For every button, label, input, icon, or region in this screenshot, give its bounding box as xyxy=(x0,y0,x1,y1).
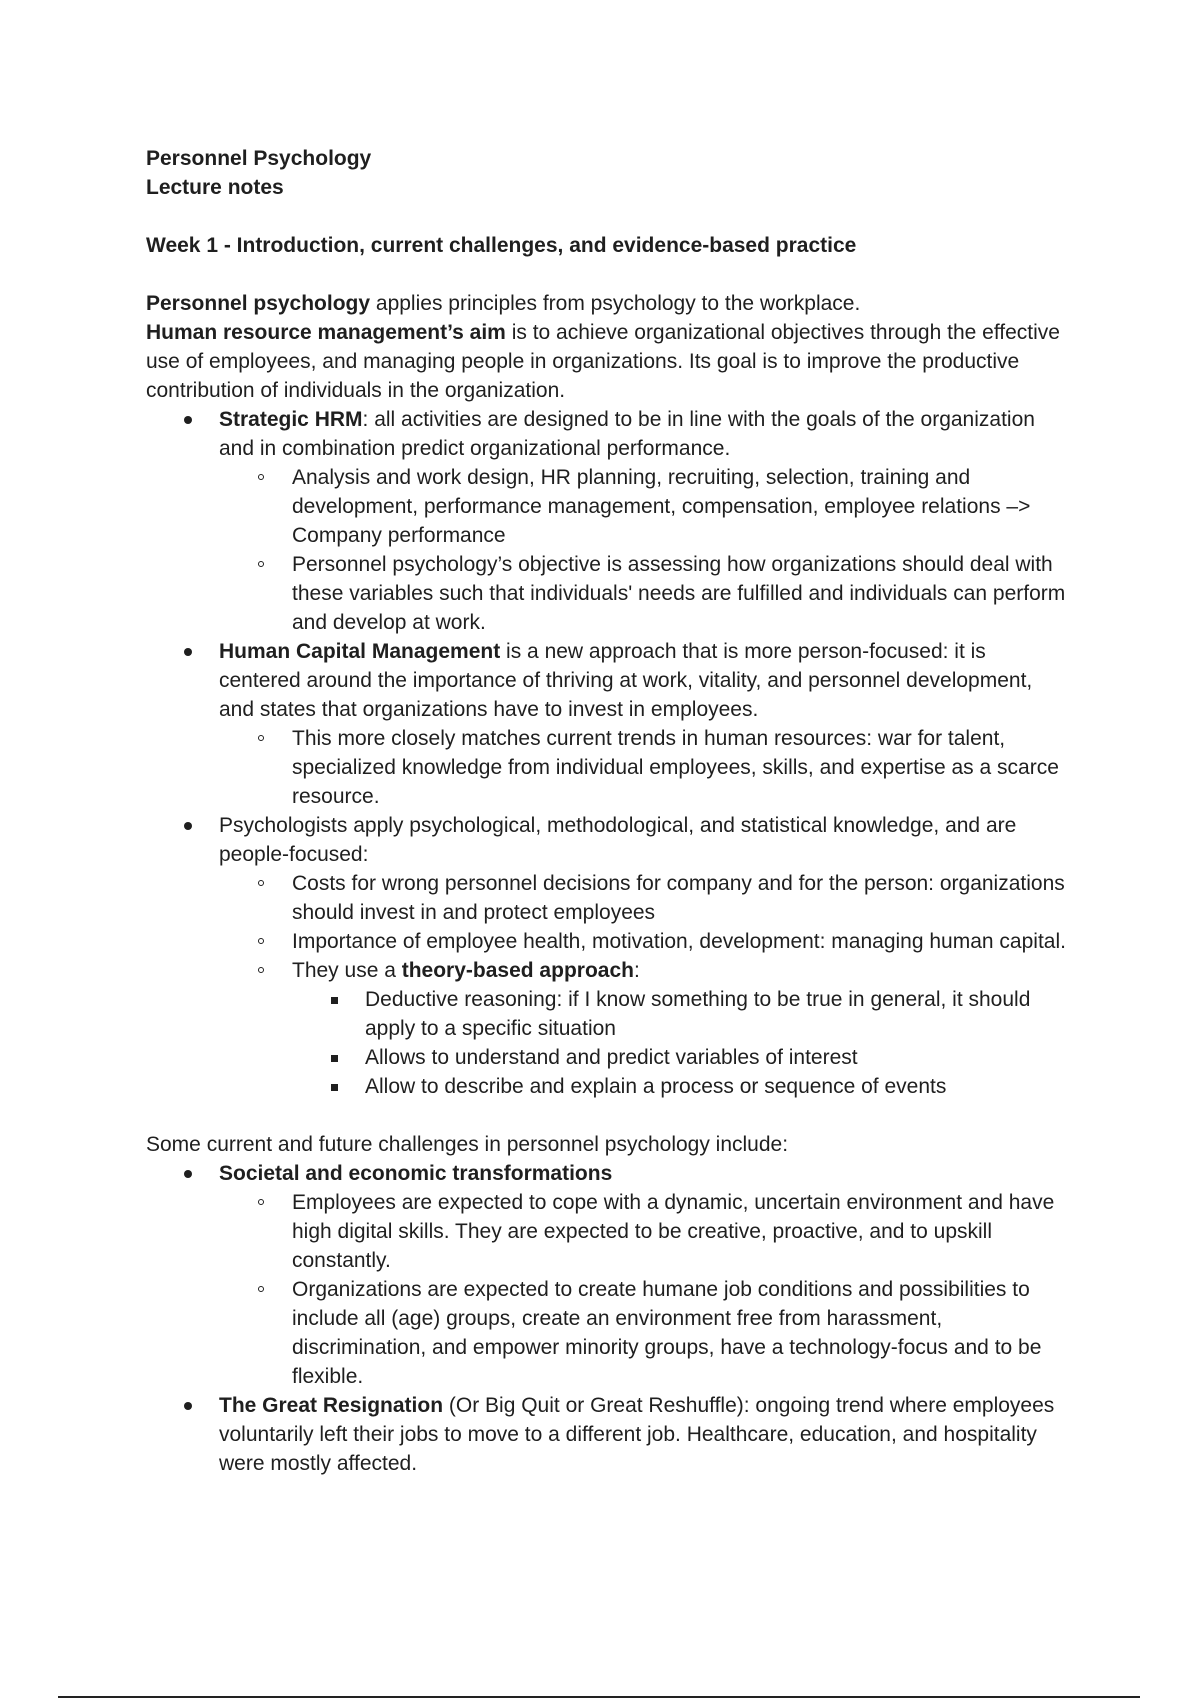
bullet-icon xyxy=(184,1170,192,1178)
document-subtitle: Lecture notes xyxy=(146,176,284,199)
list-item-strategic-hrm: Strategic HRM: all activities are designed to be in line with the goals of the organization and in combination predict organizational performance. Analysis and work design, HR planning, recruiting, selection, training and development, performance management, compensation, employee relations –> Company performance Personnel psychology’s objective is assessing how organizations should deal with these variables such that individuals' needs are fulfilled and individuals can perform and develop at work. xyxy=(146,405,1066,637)
challenges-bullet-list xyxy=(146,1159,1066,1478)
list-item: Organizations are expected to create humane job conditions and possibilities to include all (age) groups, create an environment free from harassment, discrimination, and empower minority groups, have a technology-focus and to be flexible. xyxy=(219,1275,1066,1391)
bullet-icon xyxy=(184,822,192,830)
circle-bullet-icon xyxy=(258,1199,264,1205)
intro-paragraph-1: Personnel psychology applies principles from psychology to the workplace. xyxy=(146,292,861,315)
list-item: Allow to describe and explain a process or sequence of events xyxy=(292,1072,1066,1101)
circle-bullet-icon xyxy=(258,938,264,944)
page-bottom-rule xyxy=(58,1696,1140,1698)
document-page xyxy=(146,144,1066,1478)
circle-bullet-icon xyxy=(258,1286,264,1292)
list-item: Costs for wrong personnel decisions for company and for the person: organizations should invest in and protect employees xyxy=(219,869,1066,927)
main-bullet-list xyxy=(146,405,1066,1101)
bullet-icon xyxy=(184,1402,192,1410)
list-item-human-capital: Human Capital Management is a new approach that is more person-focused: it is centered around the importance of thriving at work, vitality, and personnel development, and states that organizations have to invest in employees. This more closely matches current trends in human resources: war for talent, specialized knowledge from individual employees, skills, and expertise as a scarce resource. xyxy=(146,637,1066,811)
circle-bullet-icon xyxy=(258,735,264,741)
list-item-psychologists: Psychologists apply psychological, methodological, and statistical knowledge, and are people-focused: Costs for wrong personnel decisions for company and for the person: organizations should invest in and protect employees Importance of employee health, motivation, development: managing human capital. They use a theory-based approach: Deductive reasoning: if I know something to be true in general, it should apply to a specific situation Allows to understand and predict variables of interest Allow to describe and explain a process or sequence of events xyxy=(146,811,1066,1101)
circle-bullet-icon xyxy=(258,967,264,973)
circle-bullet-icon xyxy=(258,474,264,480)
list-item-great-resignation: The Great Resignation (Or Big Quit or Great Reshuffle): ongoing trend where employees voluntarily left their jobs to move to a different job. Healthcare, education, and hospitality were mostly affected. xyxy=(146,1391,1066,1478)
document-title: Personnel Psychology xyxy=(146,147,372,170)
list-item-societal: Societal and economic transformations Employees are expected to cope with a dynamic, uncertain environment and have high digital skills. They are expected to be creative, proactive, and to upskill constantly. Organizations are expected to create humane job conditions and possibilities to include all (age) groups, create an environment free from harassment, discrimination, and empower minority groups, have a technology-focus and to be flexible. xyxy=(146,1159,1066,1391)
circle-bullet-icon xyxy=(258,880,264,886)
challenges-intro: Some current and future challenges in personnel psychology include: xyxy=(146,1133,789,1156)
list-item: Allows to understand and predict variables of interest xyxy=(292,1043,1066,1072)
list-item: Employees are expected to cope with a dynamic, uncertain environment and have high digital skills. They are expected to be creative, proactive, and to upskill constantly. xyxy=(219,1188,1066,1275)
list-item: This more closely matches current trends in human resources: war for talent, specialized knowledge from individual employees, skills, and expertise as a scarce resource. xyxy=(219,724,1066,811)
intro-paragraph-2: Human resource management’s aim is to achieve organizational objectives through the effective use of employees, and managing people in organizations. Its goal is to improve the productive contribution of individuals in the organization. xyxy=(146,321,1060,402)
list-item: Importance of employee health, motivation, development: managing human capital. xyxy=(219,927,1066,956)
list-item: Analysis and work design, HR planning, recruiting, selection, training and development, performance management, compensation, employee relations –> Company performance xyxy=(219,463,1066,550)
square-bullet-icon xyxy=(331,1055,338,1062)
circle-bullet-icon xyxy=(258,561,264,567)
list-item: Deductive reasoning: if I know something to be true in general, it should apply to a specific situation xyxy=(292,985,1066,1043)
bullet-icon xyxy=(184,648,192,656)
list-item-theory-based: They use a theory-based approach: Deductive reasoning: if I know something to be true in general, it should apply to a specific situation Allows to understand and predict variables of interest Allow to describe and explain a process or sequence of events xyxy=(219,956,1066,1101)
bullet-icon xyxy=(184,416,192,424)
square-bullet-icon xyxy=(331,1084,338,1091)
square-bullet-icon xyxy=(331,997,338,1004)
list-item: Personnel psychology’s objective is assessing how organizations should deal with these variables such that individuals' needs are fulfilled and individuals can perform and develop at work. xyxy=(219,550,1066,637)
week-heading: Week 1 - Introduction, current challenges, and evidence-based practice xyxy=(146,234,857,257)
